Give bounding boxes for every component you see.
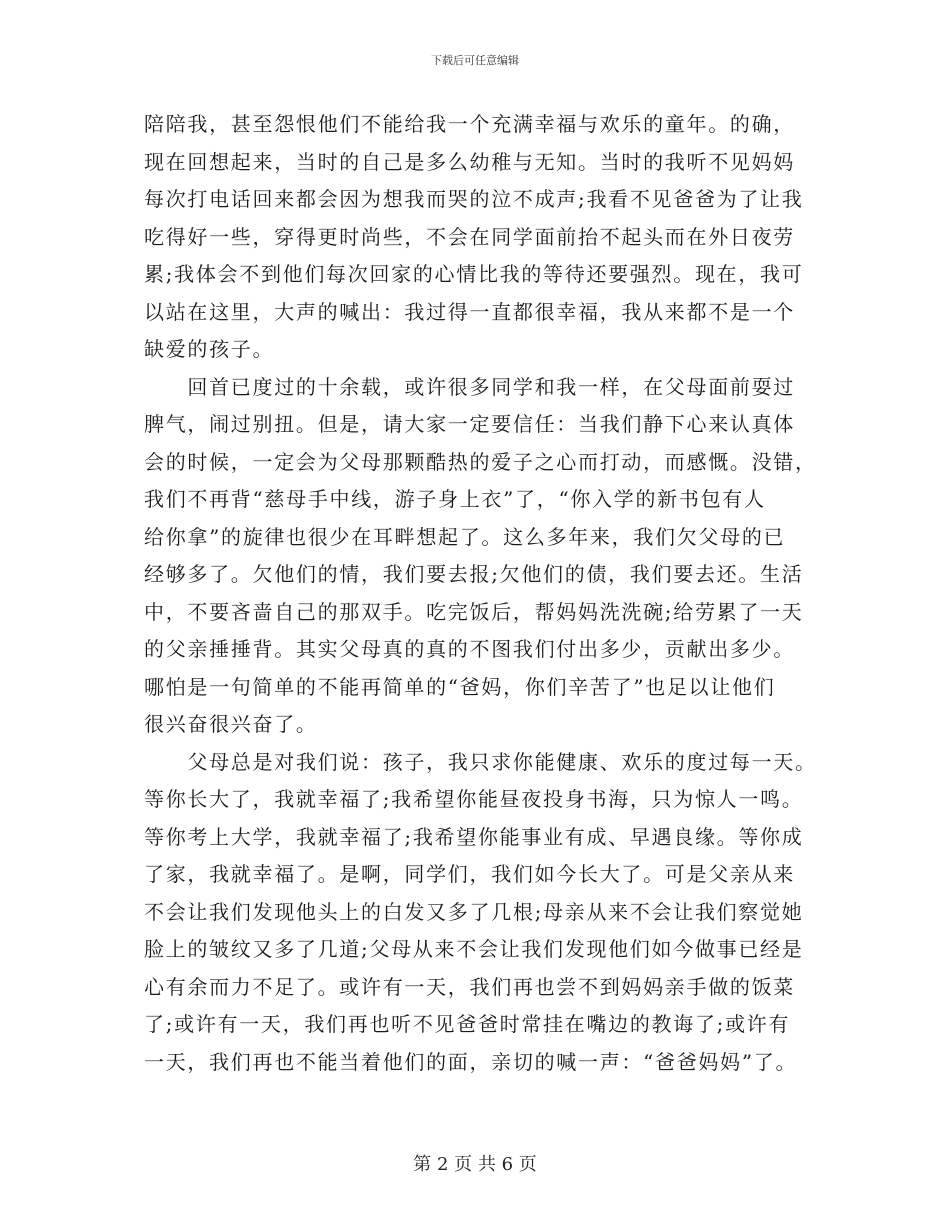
text-line: 的父亲捶捶背。其实父母真的真的不图我们付出多少，贡献出多少。 [144, 637, 795, 661]
text-line: 每次打电话回来都会因为想我而哭的泣不成声;我看不见爸爸为了让我 [144, 187, 804, 211]
text-line: 会的时候，一定会为父母那颗酷热的爱子之心而打动，而感慨。没错， [144, 449, 817, 474]
page-number: 第 2 页 共 6 页 [413, 1154, 537, 1175]
text-line: 给你拿”的旋律也很少在耳畔想起了。这么多年来，我们欠父母的已 [144, 524, 786, 549]
text-line: 缺爱的孩子。 [144, 337, 275, 361]
document-body [144, 106, 817, 1081]
text-line: 了;或许有一天，我们再也听不见爸爸时常挂在嘴边的教诲了;或许有 [144, 1012, 791, 1036]
text-line: 脾气，闹过别扭。但是，请大家一定要信任：当我们静下心来认真体 [144, 412, 795, 436]
text-line: 经够多了。欠他们的情，我们要去报;欠他们的债，我们要去还。生活 [144, 562, 804, 586]
text-line: 回首已度过的十余载，或许很多同学和我一样，在父母面前耍过 [144, 374, 795, 399]
text-line: 哪怕是一句简单的不能再简单的“爸妈，你们辛苦了”也足以让他们 [144, 674, 776, 699]
text-line: 父母总是对我们说：孩子，我只求你能健康、欢乐的度过每一天。 [144, 749, 817, 774]
text-line: 以站在这里，大声的喊出：我过得一直都很幸福，我从来都不是一个 [144, 299, 795, 324]
text-line: 很兴奋很兴奋了。 [144, 712, 318, 736]
text-line: 陪陪我，甚至怨恨他们不能给我一个充满幸福与欢乐的童年。的确， [144, 112, 795, 136]
text-line: 一天，我们再也不能当着他们的面，亲切的喊一声：“爸爸妈妈”了。 [144, 1049, 798, 1074]
text-line: 等你考上大学，我就幸福了;我希望你能事业有成、早遇良缘。等你成 [144, 824, 804, 849]
text-line: 脸上的皱纹又多了几道;父母从来不会让我们发现他们如今做事已经是 [144, 937, 804, 961]
text-line: 现在回想起来，当时的自己是多么幼稚与无知。当时的我听不见妈妈 [144, 149, 795, 174]
text-line: 等你长大了，我就幸福了;我希望你能昼夜投身书海，只为惊人一鸣。 [144, 787, 804, 811]
page-header-note: 下载后可任意编辑 [431, 54, 519, 67]
text-line: 吃得好一些，穿得更时尚些，不会在同学面前抬不起头而在外日夜劳 [144, 224, 795, 249]
text-line: 心有余而力不足了。或许有一天，我们再也尝不到妈妈亲手做的饭菜 [144, 974, 795, 999]
text-line: 中，不要吝啬自己的那双手。吃完饭后，帮妈妈洗洗碗;给劳累了一天 [144, 599, 804, 624]
text-line: 不会让我们发现他头上的白发又多了几根;母亲从来不会让我们察觉她 [144, 899, 804, 924]
text-line: 我们不再背“慈母手中线，游子身上衣”了，“你入学的新书包有人 [144, 487, 766, 511]
text-line: 累;我体会不到他们每次回家的心情比我的等待还要强烈。现在，我可 [144, 262, 804, 286]
text-line: 了家，我就幸福了。是啊，同学们，我们如今长大了。可是父亲从来 [144, 862, 795, 886]
